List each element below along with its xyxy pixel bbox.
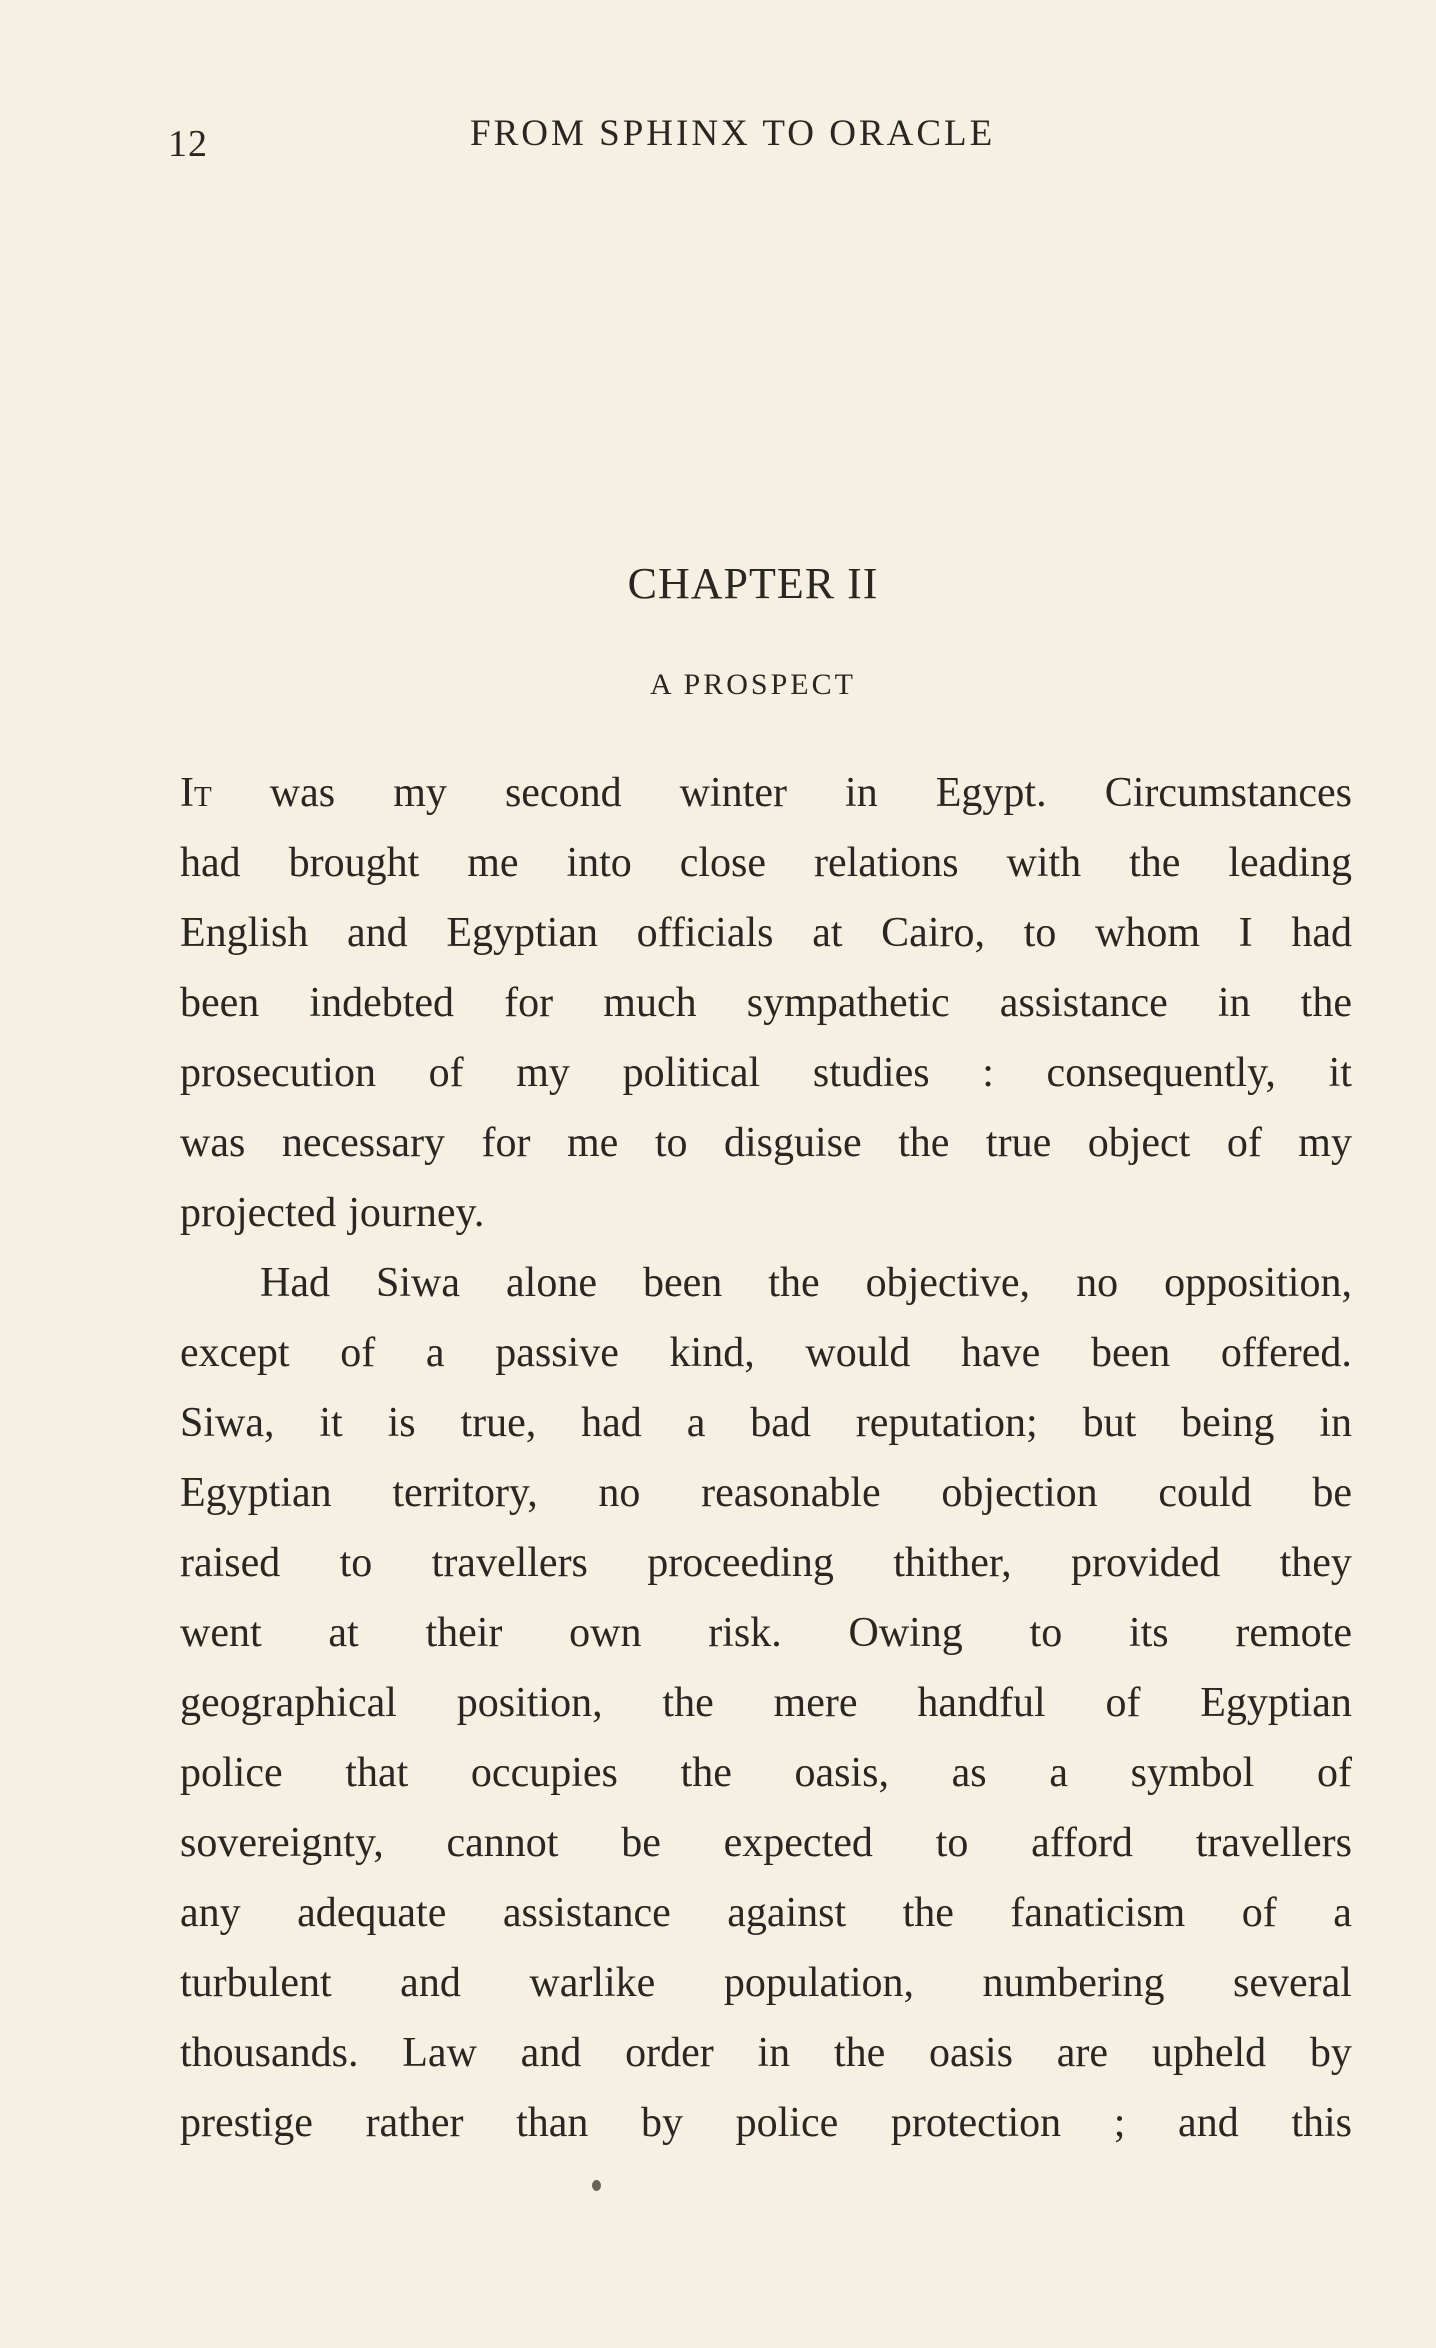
text-line: Had Siwa alone been the objective, no opposition, — [260, 1260, 1352, 1306]
text-line: was necessary for me to disguise the true object of my — [180, 1120, 1352, 1166]
text-line: sovereignty, cannot be expected to afford travellers — [180, 1820, 1352, 1866]
text-line: Egyptian territory, no reasonable objection could be — [180, 1470, 1352, 1516]
text-line: English and Egyptian officials at Cairo, to whom I had — [180, 910, 1352, 956]
text-line: had brought me into close relations with the leading — [180, 840, 1352, 886]
text-line: except of a passive kind, would have been offered. — [180, 1330, 1352, 1376]
running-head: FROM SPHINX TO ORACLE — [470, 113, 996, 154]
text-line: raised to travellers proceeding thither, provided they — [180, 1540, 1352, 1586]
text-line: thousands. Law and order in the oasis are upheld by — [180, 2030, 1352, 2076]
text-line: police that occupies the oasis, as a symbol of — [180, 1750, 1352, 1796]
chapter-title: CHAPTER II — [627, 559, 879, 608]
page-speck — [592, 2180, 601, 2191]
text-line: Siwa, it is true, had a bad reputation; but being in — [180, 1400, 1352, 1446]
text-line: went at their own risk. Owing to its remote — [180, 1610, 1352, 1656]
page-number: 12 — [168, 123, 208, 165]
text-line: turbulent and warlike population, numbering several — [180, 1960, 1352, 2006]
text-line: projected journey. — [180, 1190, 485, 1236]
chapter-subtitle: A PROSPECT — [650, 668, 856, 701]
text-line: prosecution of my political studies : consequently, it — [180, 1050, 1352, 1096]
text-line: any adequate assistance against the fanaticism of a — [180, 1890, 1352, 1936]
text-line: prestige rather than by police protection ; and this — [180, 2100, 1352, 2146]
text-line: geographical position, the mere handful of Egyptian — [180, 1680, 1352, 1726]
text-line: been indebted for much sympathetic assistance in the — [180, 980, 1352, 1026]
body-text — [180, 758, 1352, 2158]
text-line: It was my second winter in Egypt. Circumstances — [180, 770, 1352, 816]
